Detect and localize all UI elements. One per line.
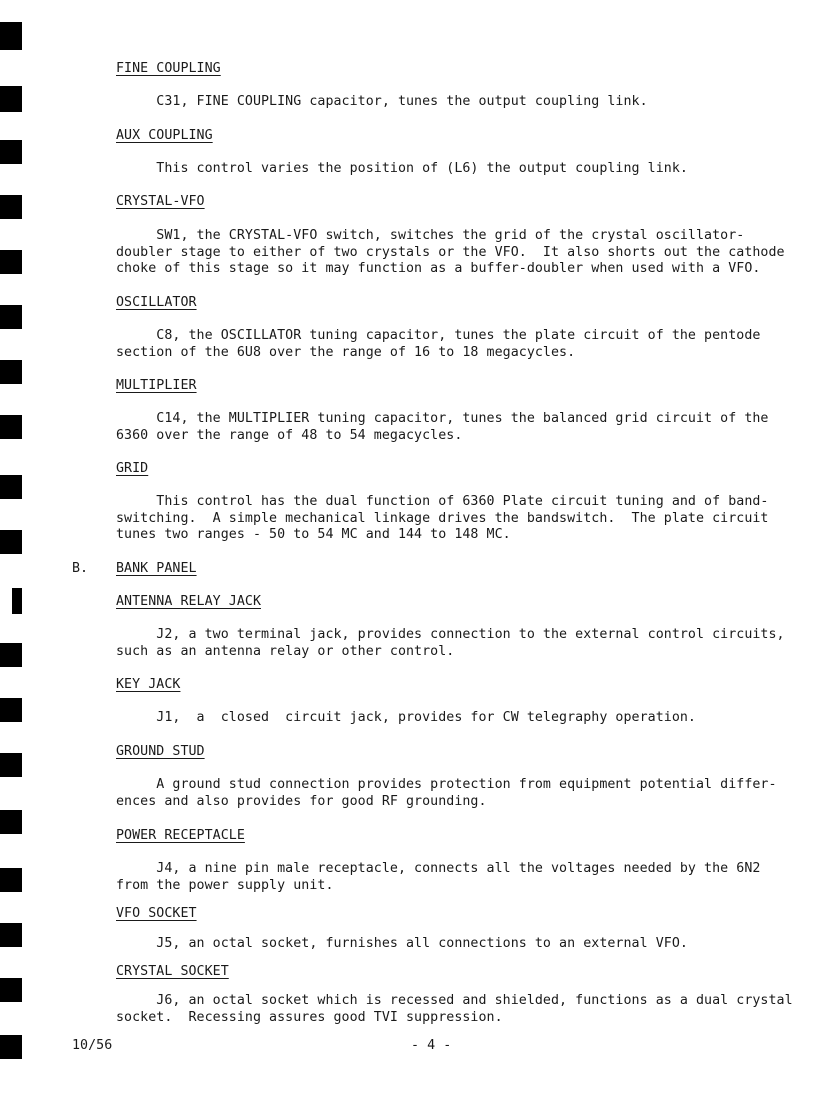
punch-mark: [0, 195, 22, 219]
para-crystal-vfo: SW1, the CRYSTAL-VFO switch, switches the grid of the crystal oscillator- doubler stage to either of two crystals or the VFO. It also shorts out the cathode choke of this stage so it may function as a buffer-doubler when used with a VFO.: [116, 228, 785, 276]
punch-mark: [0, 305, 22, 329]
para-vfo-socket: J5, an octal socket, furnishes all connections to an external VFO.: [116, 936, 688, 951]
punch-mark: [0, 923, 22, 947]
para-ground-stud: A ground stud connection provides protection from equipment potential differ- ences and also provides for good RF grounding.: [116, 777, 777, 809]
heading-crystal-socket: CRYSTAL SOCKET: [116, 964, 229, 979]
punch-mark: [0, 475, 22, 499]
heading-crystal-vfo: CRYSTAL-VFO: [116, 194, 205, 209]
heading-power-receptacle: POWER RECEPTACLE: [116, 828, 245, 843]
heading-oscillator: OSCILLATOR: [116, 295, 197, 310]
heading-fine-coupling: FINE COUPLING: [116, 61, 221, 76]
para-multiplier: C14, the MULTIPLIER tuning capacitor, tunes the balanced grid circuit of the 6360 over the range of 48 to 54 megacycles.: [116, 411, 769, 443]
punch-mark: [0, 140, 22, 164]
para-grid: This control has the dual function of 6360 Plate circuit tuning and of band- switching. A simple mechanical linkage drives the bandswitch. The plate circuit tunes two ranges - 50 to 54 MC and 144 to 148 MC.: [116, 494, 769, 542]
punch-mark: [0, 22, 22, 50]
punch-mark: [0, 1035, 22, 1059]
heading-multiplier: MULTIPLIER: [116, 378, 197, 393]
punch-mark: [0, 698, 22, 722]
heading-grid: GRID: [116, 461, 149, 476]
punch-mark: [0, 530, 22, 554]
para-antenna-relay-jack: J2, a two terminal jack, provides connection to the external control circuits, such as an antenna relay or other control.: [116, 627, 785, 659]
page-number: - 4 -: [411, 1038, 452, 1053]
heading-back-panel: BANK PANEL: [116, 561, 197, 576]
heading-key-jack: KEY JACK: [116, 677, 181, 692]
punch-mark: [0, 86, 22, 112]
punch-mark: [0, 360, 22, 384]
heading-antenna-relay-jack: ANTENNA RELAY JACK: [116, 594, 261, 609]
para-fine-coupling: C31, FINE COUPLING capacitor, tunes the output coupling link.: [116, 94, 648, 109]
punch-mark: [0, 868, 22, 892]
footer-date: 10/56: [72, 1038, 113, 1053]
punch-mark: [0, 250, 22, 274]
punch-mark: [0, 810, 22, 834]
binder-hole-marks: [0, 0, 30, 1095]
para-aux-coupling: This control varies the position of (L6) the output coupling link.: [116, 161, 688, 176]
heading-aux-coupling: AUX COUPLING: [116, 128, 213, 143]
punch-mark: [12, 588, 22, 614]
para-oscillator: C8, the OSCILLATOR tuning capacitor, tunes the plate circuit of the pentode section of the 6U8 over the range of 16 to 18 megacycles.: [116, 328, 761, 360]
punch-mark: [0, 643, 22, 667]
para-power-receptacle: J4, a nine pin male receptacle, connects all the voltages needed by the 6N2 from the power supply unit.: [116, 861, 761, 893]
punch-mark: [0, 415, 22, 439]
heading-ground-stud: GROUND STUD: [116, 744, 205, 759]
heading-vfo-socket: VFO SOCKET: [116, 906, 197, 921]
section-letter: B.: [72, 561, 89, 576]
punch-mark: [0, 753, 22, 777]
para-crystal-socket: J6, an octal socket which is recessed and shielded, functions as a dual crystal socket. Recessing assures good TVI suppression.: [116, 993, 793, 1025]
punch-mark: [0, 978, 22, 1002]
para-key-jack: J1, a closed circuit jack, provides for CW telegraphy operation.: [116, 710, 696, 725]
